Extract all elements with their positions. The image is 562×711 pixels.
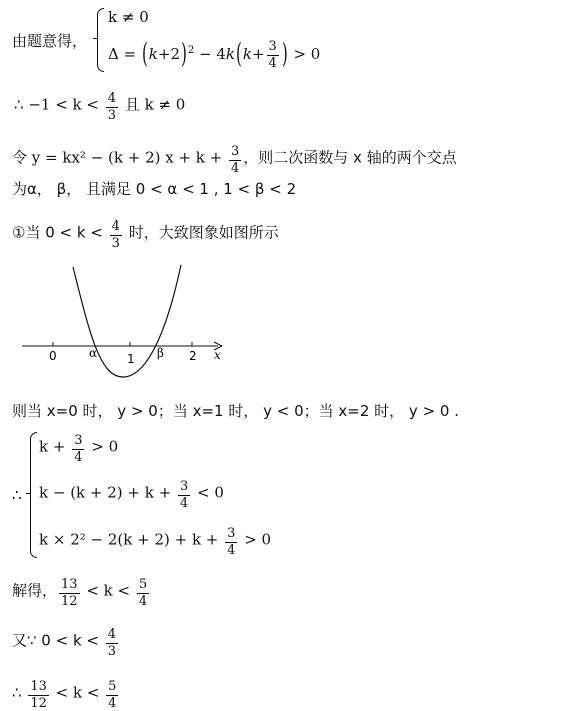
- and-word: 且: [120, 95, 145, 114]
- row-post: < 0: [192, 483, 224, 502]
- tick-label-0: 0: [49, 349, 57, 363]
- also-text: 又∵ 0 < k <: [12, 631, 104, 650]
- frac-den: 4: [138, 593, 148, 609]
- case-one-text: ①当 0 < k <: [12, 223, 108, 242]
- case-one-line: [12, 220, 279, 250]
- row-post: > 0: [239, 530, 272, 549]
- sign-conditions-line: 则当 x=0 时， y > 0；当 x=1 时， y < 0；当 x=2 时， y > 0 .: [12, 402, 459, 420]
- frac-den: 4: [179, 495, 189, 511]
- frac-num: 3: [179, 479, 189, 494]
- therefore-symbol: ∴: [14, 95, 24, 114]
- frac-num: 13: [61, 577, 78, 592]
- final-mid: < k <: [50, 683, 105, 702]
- discriminant-inequality: $\Delta = (k+2)^2 - 4k(k+$ $\frac{3}{4}$ ) > 0: [108, 37, 321, 71]
- frac-num: 3: [74, 433, 83, 448]
- also-line: [12, 628, 120, 658]
- tick-label-1: 1: [127, 352, 135, 366]
- row-pre: k × 2² − 2(k + 2) + k +: [39, 530, 224, 549]
- frac-num: 3: [231, 144, 240, 159]
- system-row-x1: [39, 480, 224, 510]
- system-row-x0: [39, 434, 118, 464]
- frac-num: 13: [30, 679, 47, 694]
- parabola-graph: [0, 255, 260, 390]
- frac-num: 4: [107, 91, 117, 106]
- frac-num: 3: [227, 526, 236, 541]
- root-alpha-label: α: [89, 346, 98, 360]
- frac-den: 4: [231, 160, 240, 176]
- frac-num: 5: [138, 577, 148, 592]
- therefore-symbol: ∴: [12, 683, 27, 702]
- let-word: 令: [12, 148, 32, 167]
- system-brace-2: [30, 432, 37, 558]
- frac-num: 4: [107, 627, 117, 642]
- system-row-x2: [39, 527, 271, 557]
- root-beta-label: β: [157, 346, 164, 360]
- frac-den: 3: [111, 235, 120, 251]
- k-range-left: −1 < k <: [23, 95, 104, 114]
- frac-den: 12: [30, 695, 47, 711]
- tick-label-2: 2: [189, 349, 197, 363]
- frac-den: 4: [268, 55, 277, 71]
- x-axis-label: x: [214, 348, 221, 362]
- quadratic-function: y = kx² − (k + 2) x + k +: [31, 148, 227, 167]
- system-therefore: ∴: [12, 486, 22, 504]
- frac-num: 4: [111, 219, 120, 234]
- frac-den: 4: [227, 542, 236, 558]
- case-one-tail: 时，大致图象如图所示: [123, 223, 279, 242]
- frac-den: 3: [107, 643, 117, 659]
- k-range-line: [14, 92, 185, 122]
- k-nonzero: k ≠ 0: [144, 95, 186, 114]
- row-post: > 0: [86, 437, 119, 456]
- system-brace-2-tip: [26, 493, 30, 494]
- row-pre: k − (k + 2) + k +: [39, 483, 176, 502]
- frac-den: 4: [74, 449, 83, 465]
- frac-den: 4: [108, 695, 117, 711]
- frac-den: 3: [107, 107, 117, 123]
- frac-num: 5: [108, 679, 117, 694]
- frac-den: 12: [61, 593, 78, 609]
- roots-condition-line: 为α， β， 且满足 0 < α < 1 , 1 < β < 2: [12, 180, 297, 198]
- solution-mid: < k <: [81, 581, 135, 600]
- condition-k-nonzero: k ≠ 0: [108, 8, 149, 26]
- system-brace-1-tip: [93, 38, 97, 39]
- final-answer-line: [12, 680, 120, 710]
- solution-line: [12, 578, 151, 608]
- solve-word: 解得，: [12, 581, 58, 600]
- discriminant-prefix: Δ =: [108, 45, 141, 64]
- frac-num: 3: [268, 39, 277, 54]
- system-brace-1: [97, 8, 104, 72]
- discriminant-tail: > 0: [288, 45, 321, 64]
- row-pre: k +: [39, 437, 71, 456]
- function-tail-text: ，则二次函数与 x 轴的两个交点: [243, 148, 457, 167]
- function-definition-line: [12, 145, 457, 175]
- intro-text: 由题意得，: [12, 32, 88, 50]
